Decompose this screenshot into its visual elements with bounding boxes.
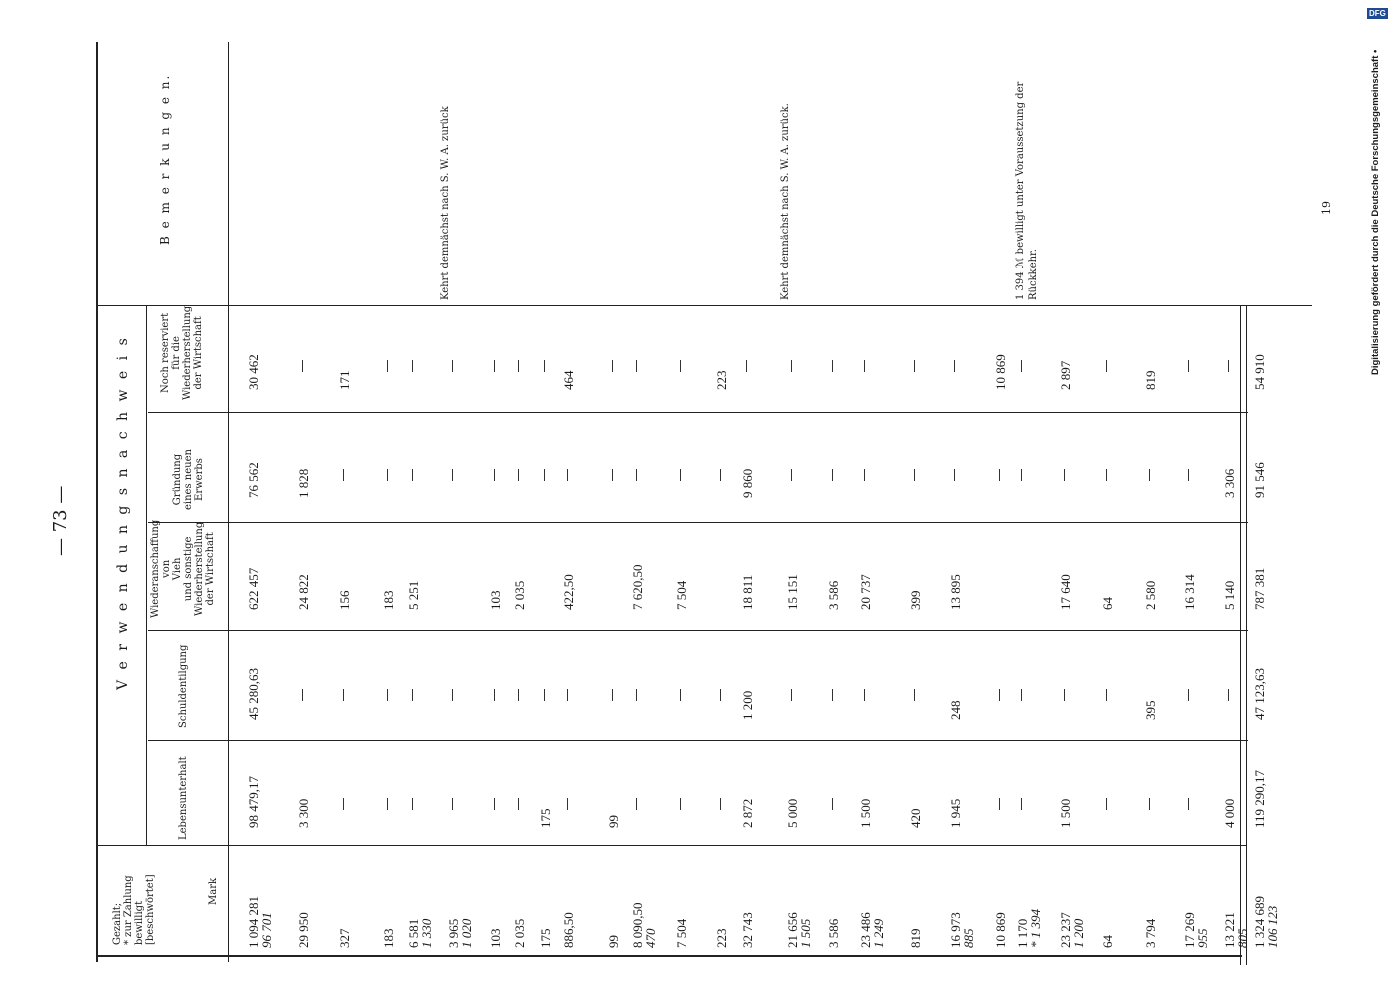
table-cell: 3 965 [446,918,461,948]
table-cell: 622 457 [246,567,261,610]
col7-header: B e m e r k u n g e n. [158,73,172,245]
table-cell: 16 973 [948,912,963,948]
table-cell: 4 000 [1222,798,1237,828]
table-cell: 2 872 [740,798,755,828]
empty-cell-dash [1021,469,1022,481]
empty-cell-dash [864,469,865,481]
table-cell-sub: 805 [1235,928,1250,948]
empty-cell-dash [680,360,681,372]
table-cell: 8 090,50 [630,902,645,948]
table-cell: 399 [908,590,923,610]
table-cell-sub: 1 249 [871,918,886,948]
col1-unit: Mark [208,877,219,905]
empty-cell-dash [567,798,568,810]
table-cell: 248 [948,700,963,720]
empty-cell-dash [720,469,721,481]
empty-cell-dash [452,469,453,481]
empty-cell-dash [518,469,519,481]
table-cell-sub: 96 701 [259,912,274,948]
table-cell: 1 200 [740,690,755,720]
empty-cell-dash [343,469,344,481]
table-cell-sub: 470 [643,928,658,948]
empty-cell-dash [1228,360,1229,372]
empty-cell-dash [1106,469,1107,481]
total-cell: 1 324 689 [1252,896,1267,948]
header-body-rule [228,42,229,962]
remark-2: Kehrt demnächst nach S. W. A. zurück. [780,103,791,300]
table-cell-sub: 1 505 [798,918,813,948]
empty-cell-dash [494,360,495,372]
empty-cell-dash [452,360,453,372]
footer-mark: 19 [1320,201,1333,215]
table-cell: 20 737 [858,574,873,610]
table-cell: 32 743 [740,912,755,948]
empty-cell-dash [518,689,519,701]
empty-cell-dash [387,798,388,810]
empty-cell-dash [412,360,413,372]
table-cell: 13 895 [948,574,963,610]
table-cell: 10 869 [993,354,1008,390]
table-cell: 23 486 [858,912,873,948]
empty-cell-dash [1149,469,1150,481]
table-cell: 3 586 [826,580,841,610]
table-cell: 819 [1143,370,1158,390]
table-cell: 2 580 [1143,580,1158,610]
empty-cell-dash [518,360,519,372]
empty-cell-dash [302,360,303,372]
col6-header: Noch reserviert für die Wiederherstellung der Wirtschaft [160,305,204,400]
table-cell: 23 237 [1058,912,1073,948]
table-cell: 76 562 [246,462,261,498]
table-cell: 7 504 [674,580,689,610]
empty-cell-dash [1021,689,1022,701]
table-cell: 3 300 [296,798,311,828]
empty-cell-dash [999,798,1000,810]
totals-rule-2 [1246,305,1247,965]
table-cell: 2 897 [1058,360,1073,390]
table-bottom-rule [96,955,1242,957]
empty-cell-dash [567,689,568,701]
remark-3b: Rückkehr. [1028,249,1039,300]
empty-cell-dash [1106,360,1107,372]
empty-cell-dash [1188,798,1189,810]
table-cell: 3 794 [1143,918,1158,948]
empty-cell-dash [1021,798,1022,810]
empty-cell-dash [864,360,865,372]
empty-cell-dash [832,469,833,481]
empty-cell-dash [680,469,681,481]
table-cell: 99 [606,815,621,828]
table-cell: 422,50 [561,574,576,610]
table-cell: 29 950 [296,912,311,948]
empty-cell-dash [412,469,413,481]
table-cell: 171 [337,370,352,390]
empty-cell-dash [1188,360,1189,372]
empty-cell-dash [636,360,637,372]
table-cell: 17 269 [1182,912,1197,948]
empty-cell-dash [1228,689,1229,701]
table-cell: 18 811 [740,574,755,610]
table-cell: 1 500 [1058,798,1073,828]
table-cell: 3 306 [1222,468,1237,498]
empty-cell-dash [914,360,915,372]
table-cell: 1 170 [1015,918,1030,948]
empty-cell-dash [791,360,792,372]
empty-cell-dash [1106,798,1107,810]
table-cell: 6 581 [406,918,421,948]
table-cell-sub: 1 200 [1071,918,1086,948]
table-cell: 183 [381,590,396,610]
col3-header: Schuldentilgung [178,644,189,728]
col4-rule [148,522,1248,523]
empty-cell-dash [412,689,413,701]
table-cell: 1 094 281 [246,896,261,948]
empty-cell-dash [612,689,613,701]
table-cell: 183 [381,928,396,948]
table-cell: 2 035 [512,918,527,948]
empty-cell-dash [636,469,637,481]
empty-cell-dash [1188,689,1189,701]
table-cell: 395 [1143,700,1158,720]
empty-cell-dash [343,798,344,810]
empty-cell-dash [720,798,721,810]
table-left-rule [96,42,98,962]
col3-rule [148,630,1248,631]
empty-cell-dash [1149,798,1150,810]
empty-cell-dash [999,689,1000,701]
empty-cell-dash [612,360,613,372]
digitization-credit: Digitalisierung gefördert durch die Deutsche Forschungsgemeinschaft • [1370,49,1381,375]
total-cell-sub: 106 123 [1265,905,1280,948]
empty-cell-dash [999,469,1000,481]
table-cell: 420 [908,808,923,828]
empty-cell-dash [387,360,388,372]
empty-cell-dash [302,689,303,701]
table-cell-sub: 1 330 [419,918,434,948]
empty-cell-dash [387,469,388,481]
col2-rule [148,740,1248,741]
empty-cell-dash [746,360,747,372]
table-cell: 5 140 [1222,580,1237,610]
empty-cell-dash [720,689,721,701]
total-cell: 91 546 [1252,462,1267,498]
empty-cell-dash [954,360,955,372]
table-cell: 7 504 [674,918,689,948]
empty-cell-dash [1064,689,1065,701]
empty-cell-dash [387,689,388,701]
table-cell: 2 035 [512,580,527,610]
empty-cell-dash [612,469,613,481]
empty-cell-dash [1106,689,1107,701]
totals-rule [1240,305,1241,965]
empty-cell-dash [567,469,568,481]
empty-cell-dash [791,689,792,701]
page-number: — 73 — [50,485,71,556]
table-cell: 819 [908,928,923,948]
total-cell: 54 910 [1252,354,1267,390]
empty-cell-dash [1064,469,1065,481]
table-cell: 10 869 [993,912,1008,948]
empty-cell-dash [518,798,519,810]
table-cell: 327 [337,928,352,948]
table-cell-sub: * 1 394 [1028,909,1043,948]
empty-cell-dash [1021,360,1022,372]
table-cell: 464 [561,370,576,390]
empty-cell-dash [832,798,833,810]
table-cell: 1 945 [948,798,963,828]
empty-cell-dash [680,798,681,810]
group-title: V e r w e n d u n g s n a c h w e i s [115,335,131,690]
empty-cell-dash [791,469,792,481]
table-cell: 9 860 [740,468,755,498]
empty-cell-dash [343,689,344,701]
col5-rule [148,412,1248,413]
table-cell-sub: 885 [961,928,976,948]
dfg-logo: DFG [1369,9,1386,18]
table-cell: 223 [714,370,729,390]
group-header-rule [146,305,147,845]
table-cell: 64 [1100,935,1115,948]
col4-header: Wiederanschaffung von Vieh und sonstige Wiederherstellung der Wirtschaft [150,519,216,618]
table-cell: 64 [1100,597,1115,610]
empty-cell-dash [494,469,495,481]
empty-cell-dash [680,689,681,701]
empty-cell-dash [544,360,545,372]
empty-cell-dash [832,360,833,372]
table-cell: 13 221 [1222,912,1237,948]
empty-cell-dash [452,689,453,701]
table-cell: 103 [488,590,503,610]
empty-cell-dash [914,689,915,701]
table-cell: 98 479,17 [246,776,261,828]
table-cell: 5 251 [406,580,421,610]
col1-rule [96,845,1246,846]
empty-cell-dash [864,689,865,701]
table-cell: 1 500 [858,798,873,828]
total-cell: 47 123,63 [1252,668,1267,720]
empty-cell-dash [1188,469,1189,481]
empty-cell-dash [914,469,915,481]
table-cell: 175 [538,808,553,828]
table-cell: 45 280,63 [246,668,261,720]
table-cell: 5 000 [785,798,800,828]
empty-cell-dash [544,689,545,701]
table-cell: 30 462 [246,354,261,390]
empty-cell-dash [494,689,495,701]
empty-cell-dash [412,798,413,810]
col1-header: Gezahlt; * zur Zahlung bewilligt [beschwörtet] [112,874,156,945]
empty-cell-dash [832,689,833,701]
table-cell: 886,50 [561,912,576,948]
table-cell: 223 [714,928,729,948]
table-cell: 3 586 [826,918,841,948]
table-cell: 15 151 [785,574,800,610]
empty-cell-dash [544,469,545,481]
empty-cell-dash [636,689,637,701]
empty-cell-dash [494,798,495,810]
table-cell: 1 828 [296,468,311,498]
table-cell: 21 656 [785,912,800,948]
table-cell: 16 314 [1182,574,1197,610]
table-cell: 99 [606,935,621,948]
empty-cell-dash [636,798,637,810]
col5-header: Gründung eines neuen Erwerbs [172,449,205,510]
table-cell: 17 640 [1058,574,1073,610]
table-cell: 156 [337,590,352,610]
table-cell: 24 822 [296,574,311,610]
col6-rule [96,305,1312,306]
empty-cell-dash [452,798,453,810]
total-cell: 119 290,17 [1252,769,1267,828]
table-cell-sub: 1 020 [459,918,474,948]
table-cell: 7 620,50 [630,564,645,610]
table-cell: 103 [488,928,503,948]
table-cell-sub: 955 [1195,928,1210,948]
empty-cell-dash [954,469,955,481]
col2-header: Lebensunterhalt [178,756,189,840]
total-cell: 787 381 [1252,567,1267,610]
remark-1: Kehrt demnächst nach S. W. A. zurück [440,106,451,300]
remark-3a: 1 394 ℳ bewilligt unter Voraussetzung der [1015,81,1026,300]
table-cell: 175 [538,928,553,948]
